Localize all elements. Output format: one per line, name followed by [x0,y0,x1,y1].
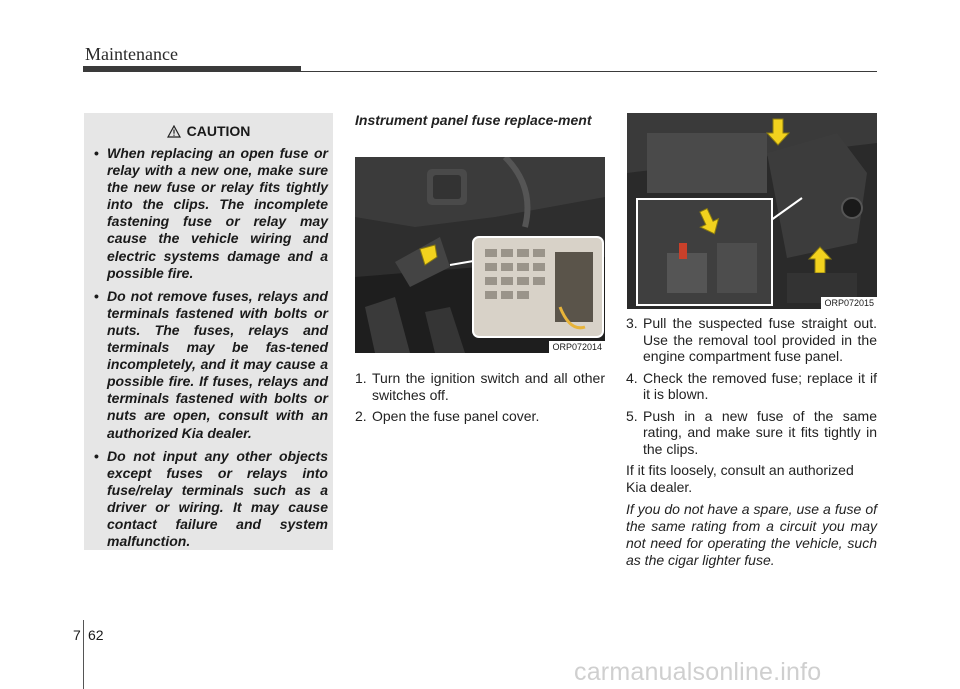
section-heading: Instrument panel fuse replace-ment [355,112,592,128]
caution-item: • Do not input any other objects except fuses or relays into fuse/relay terminals such as a driver or wiring. It may cause contact failure and system malfunction. [92,448,328,551]
step-text: Pull the suspected fuse straight out. Use the removal tool provided in the engine compartment fuse panel. [643,315,877,364]
caution-item: • When replacing an open fuse or relay with a new one, make sure the new fuse or relay fits tightly into the clips. The incomplete fastening fuse or relay may cause the vehicle wiring and electric systems damage and a possible fire. [92,145,328,282]
caution-list [92,145,328,556]
caution-heading [84,123,333,139]
steps-column-2 [355,370,605,430]
engine-fuse-box-illustration [627,113,877,309]
loose-fit-text: If it fits loosely, consult an authorized Kia dealer. [626,462,854,495]
steps-column-3 [626,315,877,569]
header-bar [83,66,301,72]
step-number: 1. [355,370,367,386]
figure-code: ORP072015 [821,297,877,309]
step-number: 5. [626,407,638,424]
warning-triangle-icon [167,125,181,138]
figure-code: ORP072014 [549,341,605,353]
step-number: 4. [626,369,638,386]
step-item [355,370,605,403]
header-rule [301,71,877,72]
footer-rule [83,620,84,689]
figure-instrument-panel [355,157,605,353]
spare-fuse-note: If you do not have a spare, use a fuse of the same rating from a circuit you may not need for operating the vehicle, such as the cigar lighter fuse. [626,501,877,568]
step-number: 3. [626,315,638,331]
figure-engine-fuse-box [627,113,877,309]
page-section-title: Maintenance [85,44,178,64]
chapter-number: 7 [73,627,81,643]
watermark: carmanualsonline.info [574,658,822,686]
step-text: Open the fuse panel cover. [372,408,540,424]
step-number: 2. [355,408,367,424]
step-item [626,370,877,403]
caution-title: CAUTION [186,123,251,139]
step-text: Check the removed fuse; replace it if it is blown. [643,369,877,402]
step-text: Push in a new fuse of the same rating, and make sure it fits tightly in the clips. [643,407,877,457]
step-item [626,315,877,365]
page-number: 62 [88,627,104,643]
step-text: Turn the ignition switch and all other switches off. [372,370,605,403]
caution-box [84,113,333,550]
caution-item: • Do not remove fuses, relays and terminals fastened with bolts or nuts. The fuses, relays and terminals may be fas-tened incompletely, and it may cause a possible fire. If fuses, relays and terminals fastened with bolts or nuts are open, consult with an authorized Kia dealer. [92,288,328,442]
instrument-panel-illustration [355,157,605,353]
step-item [626,408,877,458]
step-item [355,408,605,425]
